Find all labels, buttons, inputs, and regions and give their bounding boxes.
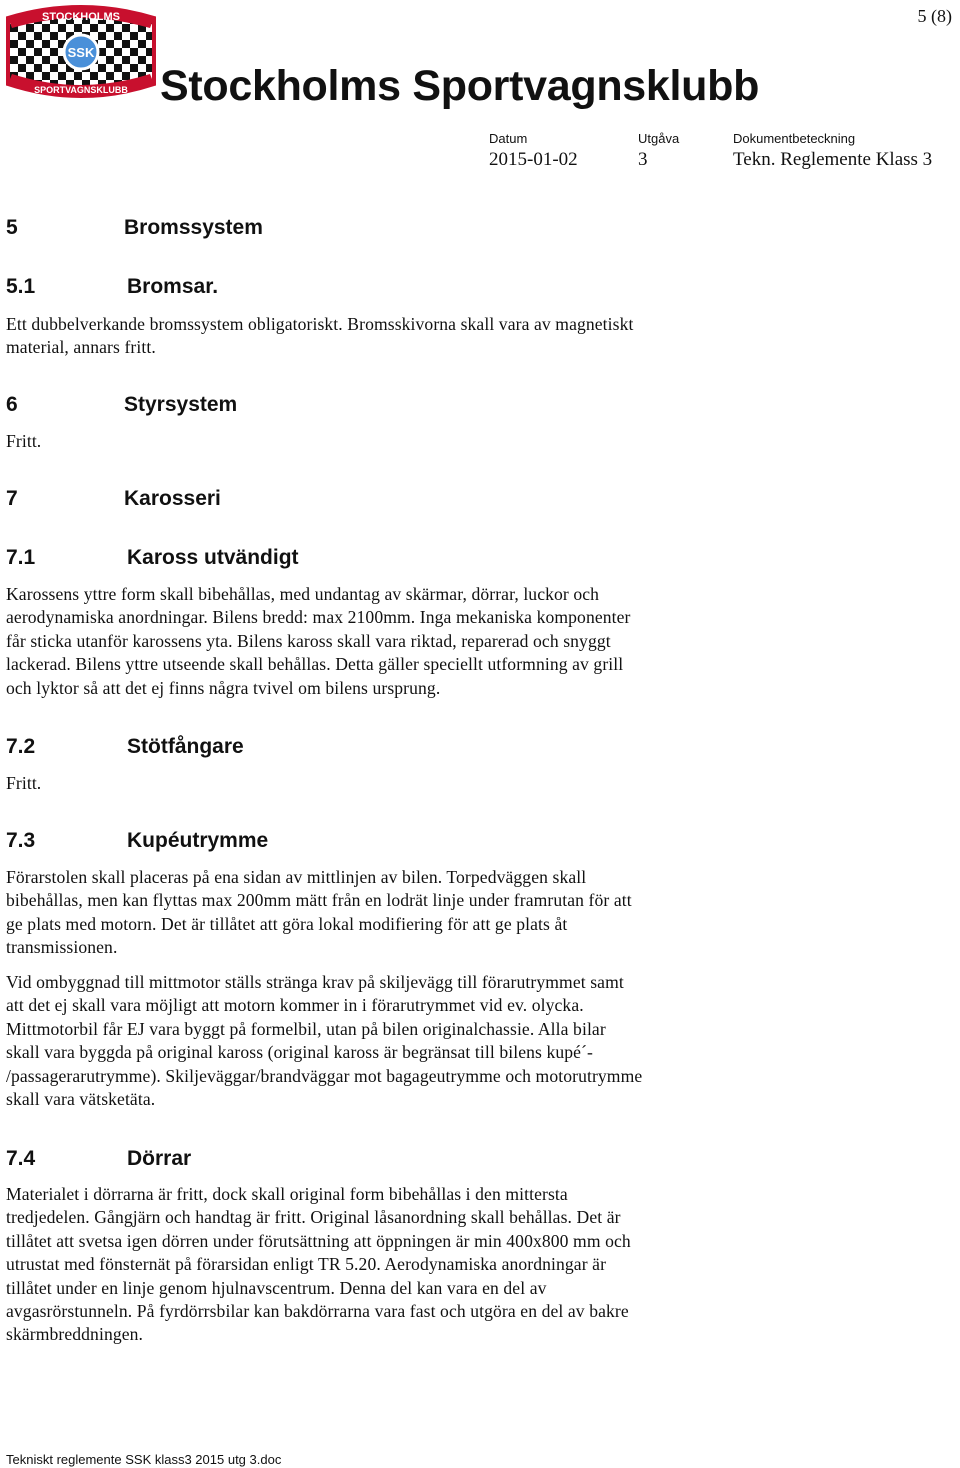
text-line: Ett dubbelverkande bromssystem obligatoriskt. Bromsskivorna skall vara av magnetiskt — [6, 314, 634, 334]
section-number: 7.1 — [6, 546, 36, 569]
edition-value: 3 — [638, 149, 648, 170]
paragraph-kaross-utvandigt — [6, 583, 786, 700]
date-label: Datum — [489, 131, 528, 146]
text-line: /passagerarutrymme). Skiljeväggar/brandväggar mot bagageutrymme och motorutrymme — [6, 1065, 643, 1086]
section-heading — [6, 487, 221, 511]
section-title: Kupéutrymme — [127, 829, 269, 852]
section-heading — [6, 275, 218, 299]
paragraph-kupeutrymme-1 — [6, 866, 786, 960]
paragraph-kupeutrymme-2 — [6, 971, 786, 1111]
section-heading — [6, 1147, 191, 1171]
logo-emblem: SSK — [67, 45, 95, 60]
text-line: tredjedelen. Gångjärn och handtag är fritt. Original låsanordning skall behållas. Det är — [6, 1207, 621, 1228]
club-logo — [2, 0, 160, 108]
organization-name: Stockholms Sportvagnsklubb — [160, 62, 760, 110]
text-line: Mittmotorbil får EJ vara byggt på formelbil, utan på bilen originalchassie. Alla bilar — [6, 1018, 606, 1039]
section-heading — [6, 829, 268, 853]
text-line: utrustat med fönsternät på förarsidan enligt TR 5.20. Aerodynamiska anordningar är — [6, 1254, 607, 1275]
text-line: tillåtet under en linje genom hjulnavscentrum. Denna del kan vara en del av — [6, 1277, 547, 1298]
section-heading — [6, 216, 263, 240]
text-line: att det ej skall vara möjligt att motorn kommer in i förarutrymmet vid ev. olycka. — [6, 995, 584, 1016]
text-line: Förarstolen skall placeras på ena sidan av mittlinjen av bilen. Torpedväggen skall — [6, 867, 587, 887]
text-line: bibehållas, men kan flyttas max 200mm mätt från en lodrät linje under framrutan för att — [6, 890, 632, 911]
doc-label: Dokumentbeteckning — [733, 131, 856, 146]
section-heading — [6, 735, 244, 759]
paragraph-styrsystem — [6, 430, 786, 453]
section-number: 7.4 — [6, 1147, 36, 1170]
section-title: Karosseri — [124, 487, 221, 510]
text-line: och lyktor så att det ej finns några tvivel om bilens ursprung. — [6, 677, 441, 698]
text-line: ge plats med motorn. Det är tillåtet att göra lokal modifiering för att ge plats åt — [6, 913, 568, 934]
text-line: transmissionen. — [6, 937, 118, 958]
section-number: 5.1 — [6, 275, 36, 298]
paragraph-stotfangare — [6, 772, 786, 795]
text-line: Vid ombyggnad till mittmotor ställs stränga krav på skiljevägg till förarutrymmet samt — [6, 972, 624, 992]
section-number: 7 — [6, 487, 18, 510]
section-title: Styrsystem — [124, 393, 238, 416]
section-number: 7.3 — [6, 829, 36, 852]
section-title: Dörrar — [127, 1147, 192, 1170]
section-number: 5 — [6, 216, 18, 239]
section-title: Bromssystem — [124, 216, 263, 239]
page-number: 5 (8) — [917, 6, 952, 26]
text-line: Fritt. — [6, 431, 42, 451]
section-title: Stötfångare — [127, 735, 244, 758]
text-line: lackerad. Bilens yttre utseende skall behållas. Detta gäller speciellt utformning av grill — [6, 654, 624, 675]
section-heading — [6, 393, 237, 417]
paragraph-dorrar — [6, 1183, 786, 1347]
text-line: tillåtet att svetsa igen dörren under förutsättning att öppningen är min 400x800 mm och — [6, 1230, 631, 1251]
text-line: Karossens yttre form skall bibehållas, med undantag av skärmar, dörrar, luckor och — [6, 584, 600, 604]
section-number: 6 — [6, 393, 18, 416]
section-heading — [6, 546, 299, 570]
edition-label: Utgåva — [638, 131, 680, 146]
section-title: Kaross utvändigt — [127, 546, 299, 569]
text-line: skall vara byggda på original kaross (original kaross är begränsat till bilens kupé´- — [6, 1042, 593, 1063]
text-line: material, annars fritt. — [6, 337, 156, 358]
text-line: skall vara vätsketäta. — [6, 1089, 156, 1110]
footer-filename: Tekniskt reglemente SSK klass3 2015 utg 3.doc — [6, 1452, 282, 1467]
date-value: 2015-01-02 — [489, 149, 578, 170]
text-line: skärmbreddningen. — [6, 1324, 144, 1345]
section-title: Bromsar. — [127, 275, 219, 298]
logo-text-bottom: SPORTVAGNSKLUBB — [34, 85, 128, 95]
section-number: 7.2 — [6, 735, 36, 758]
text-line: Materialet i dörrarna är fritt, dock skall original form bibehållas i den mittersta — [6, 1184, 568, 1204]
logo-text-top: STOCKHOLMS — [41, 11, 121, 23]
paragraph-bromsar — [6, 313, 786, 360]
text-line: Fritt. — [6, 773, 42, 793]
text-line: får sticka utanför karossens yta. Bilens kaross skall vara riktad, reparerad och snyggt — [6, 630, 611, 651]
text-line: aerodynamiska anordningar. Bilens bredd: max 2100mm. Inga mekaniska komponenter — [6, 607, 631, 628]
doc-value: Tekn. Reglemente Klass 3 — [733, 149, 933, 170]
text-line: avgasrörstunneln. På fyrdörrsbilar kan bakdörrarna vara fast och utgöra en del av bakre — [6, 1301, 629, 1322]
